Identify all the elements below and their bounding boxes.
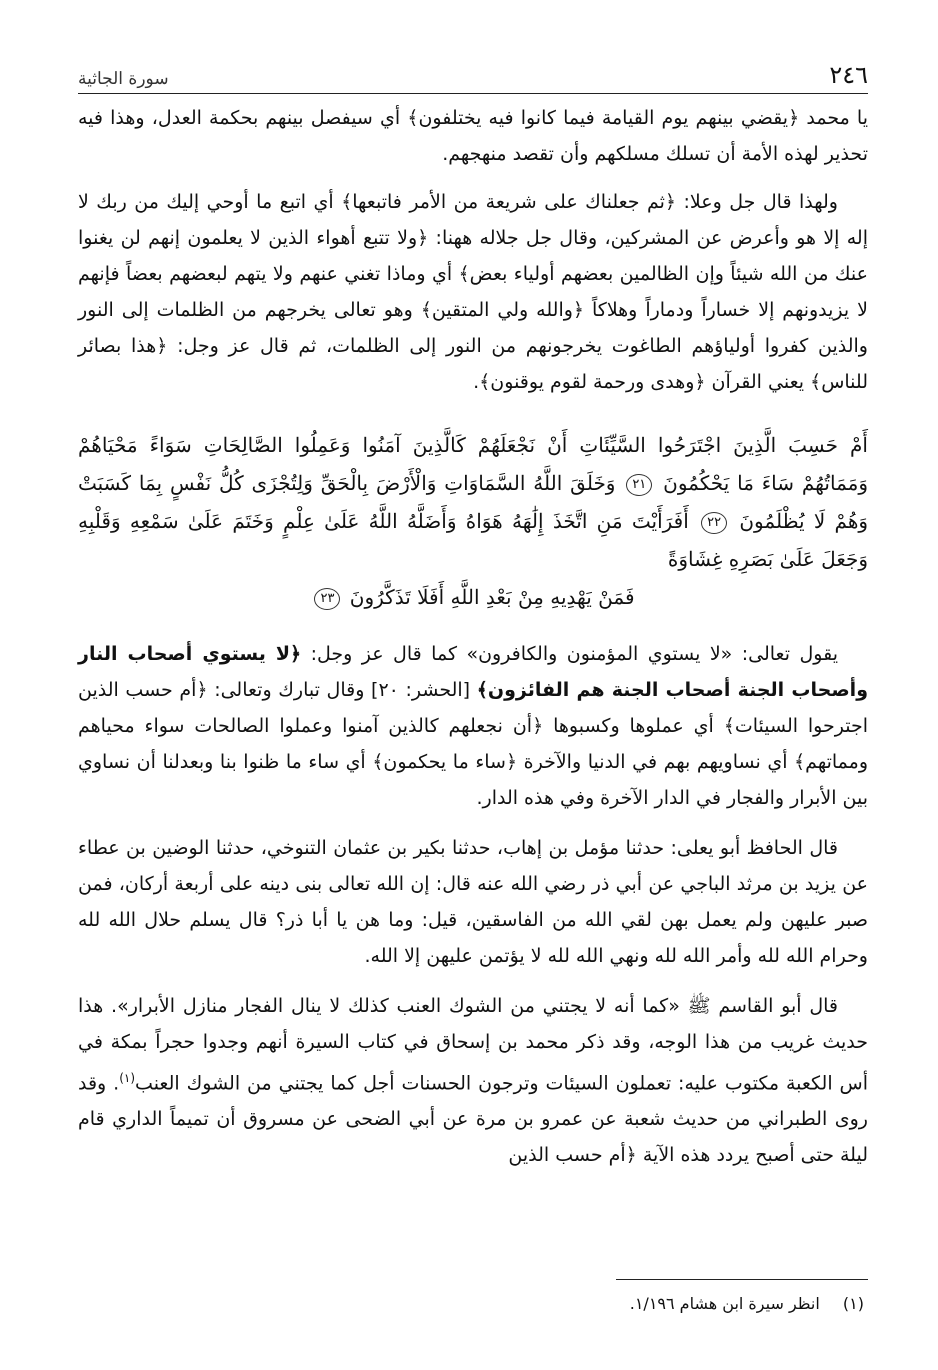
paragraph-5: قال الحافظ أبو يعلى: حدثنا مؤمل بن إهاب، حدثنا بكير بن عثمان التنوخي، حدثنا الوضين بن عطاء عن يزيد بن مرثد الباجي عن أبي ذر رضي الله عنه قال: إن الله تعالى بنى دينه على أربعة أركان، فمن صبر عليهن ولم يعمل بهن لقي الله من الفاسقين، قيل: وما هن يا أبا ذر؟ قال يسلم حلال الله لله وحرام الله لله وأمر الله لله ونهي الله لله لا يؤتمن عليهن إلا الله. [78,837,868,967]
body-text [78,100,868,1173]
paragraph-4-quote: ﴿لا يستوي أصحاب النار وأصحاب الجنة أصحاب الجنة هم الفائزون﴾ [78,643,869,701]
footnote-text: انظر سيرة ابن هشام ١/١٩٦. [629,1294,820,1313]
paragraph-4-body: [الحشر: ٢٠] وقال تبارك وتعالى: ﴿أم حسب الذين اجترحوا السيئات﴾ أي عملوها وكسبوها ﴿أن نجعلهم كالذين آمنوا وعملوا الصالحات سواء محياهم ومماتهم﴾ أي نساويهم بهم في الدنيا والآخرة ﴿ساء ما يحكمون﴾ أي ساء ما ظنوا بنا وبعدلنا أن نساوي بين الأبرار والفجار في الدار الآخرة وفي هذه الدار. [78,679,868,809]
paragraph-6-part-1: قال أبو القاسم ﷺ «كما أنه لا يجتني من الشوك العنب كذلك لا ينال الفجار منازل الأبرار». هذا حديث غريب من هذا الوجه، وقد ذكر محمد بن إسحاق في كتاب السيرة أنهم وجدوا حجراً بمكة في أس الكعبة مكتوب عليه: تعملون السيئات وترجون الحسنات أجل كما يجتني من الشوك العنب [78,995,869,1095]
footnote-reference[interactable]: (١) [119,1071,136,1085]
quran-verse-22: وَخَلَقَ اللَّهُ السَّمَاوَاتِ وَالْأَرْضَ بِالْحَقِّ وَلِتُجْزَى كُلُّ نَفْسٍ بِمَا كَسَبَتْ وَهُمْ لَا يُظْلَمُونَ [78,471,869,533]
ayah-marker-22: ٢٢ [701,512,727,534]
page-number: ٢٤٦ [829,61,868,89]
page-header [78,58,868,94]
quran-verses-block [78,426,868,616]
book-page [78,0,868,1370]
footnote-divider [616,1279,868,1280]
quran-verse-23-end [78,578,868,616]
footnote-number: (١) [842,1294,864,1313]
footnote [78,1292,864,1316]
paragraph-4-intro: يقول تعالى: «لا يستوي المؤمنون والكافرون» كما قال عز وجل: [310,643,838,665]
paragraph-2: ولهذا قال جل وعلا: ﴿ثم جعلناك على شريعة من الأمر فاتبعها﴾ أي اتبع ما أوحي إليك من ربك لا إله إلا هو وأعرض عن المشركين، وقال جل جلاله ههنا: ﴿ولا تتبع أهواء الذين لا يعلمون إنهم لن يغنوا عنك من الله شيئاً وإن الظالمين بعضهم أولياء بعض﴾ أي وماذا تغني عنهم ولا يتهم لبعضهم بعضاً فإنهم لا يزيدونهم إلا خساراً ودماراً وهلاكاً ﴿والله ولي المتقين﴾ وهو تعالى يخرجهم من الظلمات إلى النور والذين كفروا أولياؤهم الطاغوت يخرجونهم من النور إلى الظلمات، ثم قال عز وجل: ﴿هذا بصائر للناس﴾ يعني القرآن ﴿وهدى ورحمة لقوم يوقنون﴾. [78,191,868,393]
quran-verse-21: أَمْ حَسِبَ الَّذِينَ اجْتَرَحُوا السَّيِّئَاتِ أَنْ نَجْعَلَهُمْ كَالَّذِينَ آمَنُوا وَعَمِلُوا الصَّالِحَاتِ سَوَاءً مَحْيَاهُمْ وَمَمَاتُهُمْ سَاءَ مَا يَحْكُمُونَ [78,433,868,495]
quran-verse-23a: أَفَرَأَيْتَ مَنِ اتَّخَذَ إِلَٰهَهُ هَوَاهُ وَأَضَلَّهُ اللَّهُ عَلَىٰ عِلْمٍ وَخَتَمَ عَلَىٰ سَمْعِهِ وَقَلْبِهِ وَجَعَلَ عَلَىٰ بَصَرِهِ غِشَاوَةً [78,509,868,571]
paragraph-1: يا محمد ﴿يقضي بينهم يوم القيامة فيما كانوا فيه يختلفون﴾ أي سيفصل بينهم بحكمة العدل، وهذا فيه تحذير لهذه الأمة أن تسلك مسلكهم وأن تقصد منهجهم. [78,107,868,165]
ayah-marker-23: ٢٣ [314,588,340,610]
ayah-marker-21: ٢١ [626,474,652,496]
paragraph-6 [78,988,868,1173]
paragraph-6-part-2: . وقد روى الطبراني من حديث شعبة عن عمرو بن مرة عن أبي الضحى عن مسروق أن تميماً الداري قام ليلة حتى أصبح يردد هذه الآية ﴿أم حسب الذين [78,1072,868,1167]
quran-verse-23b: فَمَنْ يَهْدِيهِ مِنْ بَعْدِ اللَّهِ أَفَلَا تَذَكَّرُونَ [349,585,635,609]
running-title: سورة الجاثية [78,69,169,89]
paragraph-4 [78,636,868,816]
